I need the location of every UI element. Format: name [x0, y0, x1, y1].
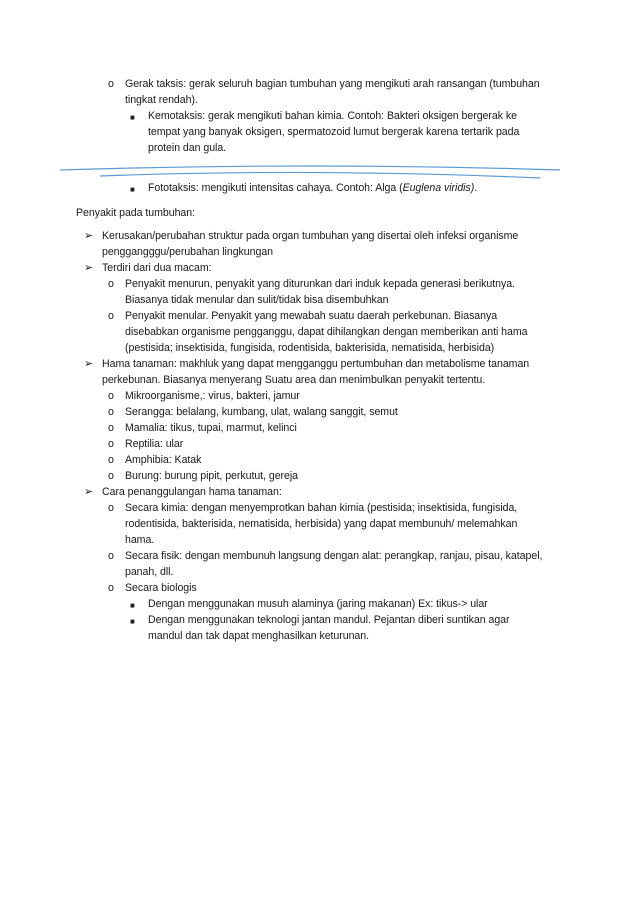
circle-bullet-icon: o [108, 406, 114, 418]
hama-item: Burung: burung pipit, perkutut, gereja [125, 470, 299, 482]
square-bullet-icon: ■ [130, 601, 135, 610]
kerusakan-line-2: penggangggu/perubahan lingkungan [102, 246, 274, 258]
circle-bullet-icon: o [108, 550, 114, 562]
jantan-line-2: mandul dan tak dapat menghasilkan keturunan. [148, 630, 370, 642]
circle-bullet-icon: o [108, 422, 114, 434]
cara-title: Cara penanggulangan hama tanaman: [102, 486, 282, 498]
hama-item: Reptilia: ular [125, 438, 184, 450]
kimia-line-2: rodentisida, bakterisida, nematisida, herbisida) yang dapat membunuh/ melemahkan [125, 518, 518, 530]
square-bullet-icon: ■ [130, 617, 135, 626]
circle-bullet-icon: o [108, 278, 114, 290]
kemotaksis-line-3: protein dan gula. [148, 142, 227, 154]
circle-bullet-icon: o [108, 78, 114, 90]
kimia-line-1: Secara kimia: dengan menyemprotkan bahan kimia (pestisida; insektisida, fungisida, [125, 502, 518, 514]
fisik-line-2: panah, dll. [125, 566, 174, 578]
hama-item: Mamalia: tikus, tupai, marmut, kelinci [125, 422, 297, 434]
jantan-line-1: Dengan menggunakan teknologi jantan mandul. Pejantan diberi suntikan agar [148, 614, 510, 626]
hama-title-line-1: Hama tanaman: makhluk yang dapat mengganggu pertumbuhan dan metabolisme tanaman [102, 358, 530, 370]
arrow-bullet-icon: ➢ [84, 230, 94, 242]
arrow-bullet-icon: ➢ [84, 358, 94, 370]
hama-item: Amphibia: Katak [125, 454, 202, 466]
gerak-taksis-line-2: tingkat rendah). [125, 94, 198, 106]
menular-line-1: Penyakit menular. Penyakit yang mewabah suatu daerah perkebunan. Biasanya [125, 310, 498, 322]
hama-item: Serangga: belalang, kumbang, ulat, walang sanggit, semut [125, 406, 398, 418]
circle-bullet-icon: o [108, 454, 114, 466]
arrow-bullet-icon: ➢ [84, 486, 94, 498]
kemotaksis-line-2: tempat yang banyak oksigen, spermatozoid lumut bergerak karena tertarik pada [148, 126, 520, 138]
menular-line-2: disebabkan organisme pengganggu, dapat dihilangkan dengan memberikan anti hama [125, 326, 528, 338]
musuh-line: Dengan menggunakan musuh alaminya (jaring makanan) Ex: tikus-> ular [148, 598, 488, 610]
arrow-bullet-icon: ➢ [84, 262, 94, 274]
circle-bullet-icon: o [108, 582, 114, 594]
circle-bullet-icon: o [108, 390, 114, 402]
menurun-line-2: Biasanya tidak menular dan sulit/tidak bisa disembuhkan [125, 294, 389, 306]
square-bullet-icon: ■ [130, 113, 135, 122]
circle-bullet-icon: o [108, 502, 114, 514]
section-heading: Penyakit pada tumbuhan: [76, 207, 195, 219]
menurun-line-1: Penyakit menurun, penyakit yang diturunkan dari induk kepada generasi berikutnya. [125, 278, 515, 290]
kerusakan-line-1: Kerusakan/perubahan struktur pada organ tumbuhan yang disertai oleh infeksi organisme [102, 230, 519, 242]
gerak-taksis-line-1: Gerak taksis: gerak seluruh bagian tumbuhan yang mengikuti arah ransangan (tumbuhan [125, 78, 540, 90]
circle-bullet-icon: o [108, 470, 114, 482]
circle-bullet-icon: o [108, 438, 114, 450]
fisik-line-1: Secara fisik: dengan membunuh langsung dengan alat: perangkap, ranjau, pisau, katapel, [125, 550, 543, 562]
fototaksis-line: Fototaksis: mengikuti intensitas cahaya. Contoh: Alga (Euglena viridis). [148, 182, 478, 194]
square-bullet-icon: ■ [130, 185, 135, 194]
menular-line-3: (pestisida; insektisida, fungisida, rodentisida, bakterisida, nematisida, herbisida) [125, 342, 495, 354]
circle-bullet-icon: o [108, 310, 114, 322]
terdiri-title: Terdiri dari dua macam: [102, 262, 212, 274]
hama-item: Mikroorganisme,: virus, bakteri, jamur [125, 390, 300, 402]
hama-title-line-2: perkebunan. Biasanya menyerang Suatu area dan menimbulkan penyakit tertentu. [102, 374, 486, 386]
kemotaksis-line-1: Kemotaksis: gerak mengikuti bahan kimia. Contoh: Bakteri oksigen bergerak ke [148, 110, 517, 122]
biologis-line: Secara biologis [125, 582, 197, 594]
kimia-line-3: hama. [125, 534, 155, 546]
